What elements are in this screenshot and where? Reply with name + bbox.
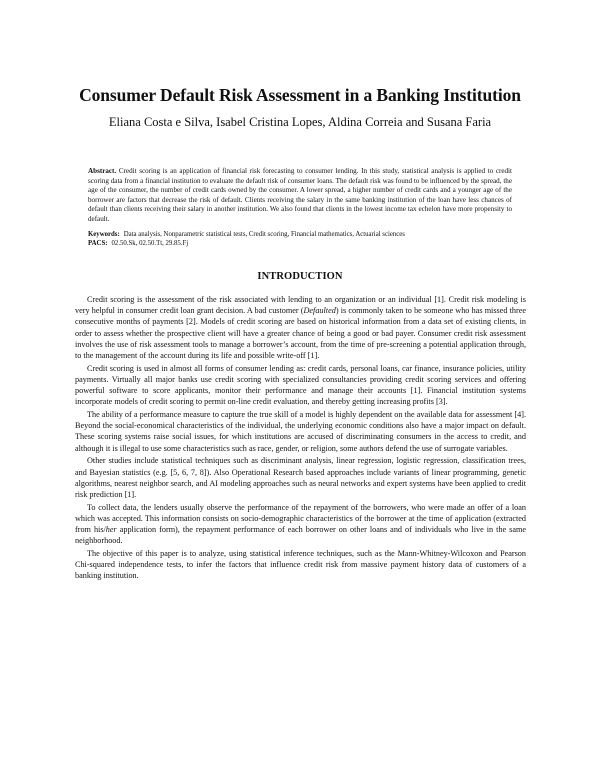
abstract-label: Abstract. [88,167,117,175]
pacs-text: 02.50.Sk, 02.50.Tt, 29.85.Fj [111,240,189,247]
pacs-line [88,239,512,248]
keywords-label: Keywords: [88,231,120,238]
introduction-body [75,294,526,583]
section-heading-introduction: INTRODUCTION [257,271,343,282]
author-list: Eliana Costa e Silva, Isabel Cristina Lopes, Aldina Correia and Susana Faria [108,115,492,129]
abstract-text: Credit scoring is an application of financial risk forecasting to consumer lending. In this study, statistical analysis is applied to credit scoring data from a financial institution to evaluate the default risk of consumer loans. The default risk was found to be influenced by the spread, the age of the consumer, the number of credit cards owned by the consumer. A lower spread, a higher number of credit cards and a younger age of the borrower are factors that decrease the risk of default. Clients receiving the salary in the same banking institution of the loan have less chances of default than clients receiving their salary in another institution. We also found that clients in the lowest income tax echelon have more propensity to default. [88,167,512,223]
paragraph-1: Credit scoring is the assessment of the risk associated with lending to an organization or an individual [1]. Credit risk modeling is very helpful in consumer credit loan grant decision. A bad customer (Defaulted) is commonly taken to be someone who has missed three consecutive months of payments [2]. Models of credit scoring are based on historical information from a data set of existing clients, in order to assess whether the prospective client will have a greater chance of being a good or bad payer. Consumer credit risk assessment involves the use of risk assessment tools to manage a borrower’s account, from the time of pre-screening a potential application through, to the management of the account during its life and possible write-off [1]. [75,295,526,361]
her-term: her [105,525,117,535]
paper-title: Consumer Default Risk Assessment in a Banking Institution [79,85,521,105]
paragraph-2: Credit scoring is used in almost all forms of consumer lending as: credit cards, personal loans, car finance, insurance policies, utility payments. Virtually all major banks use credit scoring with specialized consultancies providing credit scoring services and offering powerful software to score applicants, monitor their performance and manage their accounts [1]. Financial institution systems incorporate models of credit scoring to permit on-line credit evaluation, and thereby getting increasing profits [3]. [75,363,526,407]
keywords-line [88,230,512,239]
paragraph-3: The ability of a performance measure to capture the true skill of a model is highly dependent on the available data for assessment [4]. Beyond the social-economical characteristics of the individual, the underlying economic conditions also have a major impact on default. These scoring systems raise social issues, for which institutions are accused of discriminating consumers in the access to credit, and although it is illegal to use some characteristics such as race, gender, or religion, some authors defend the use of surrogate variables. [75,410,526,453]
paragraph-6: The objective of this paper is to analyze, using statistical inference techniques, such as the Mann-Whitney-Wilcoxon and Pearson Chi-squared independence tests, to infer the factors that influence credit risk from massive payment history data of customers of a banking institution. [75,548,526,581]
paragraph-4: Other studies include statistical techniques such as discriminant analysis, linear regression, logistic regression, classification trees, and Bayesian statistics (e.g. [5, 6, 7, 8]). Also Operational Research based approaches include variants of linear programming, genetic algorithms, nearest neighbor search, and AI modeling approaches such as neural networks and expert systems have been applied to credit risk prediction [1]. [75,456,526,499]
paragraph-5: To collect data, the lenders usually observe the performance of the repayment of the borrowers, who were made an offer of a loan which was accepted. This information consists on socio-demographic characteristics of the borrower at the time of application (extracted from his/her application form), the repayment performance of each borrower on other loans and of individuals who live in the same neighborhood. [75,502,526,546]
defaulted-term: Defaulted [303,306,336,316]
keywords-text: Data analysis, Nonparametric statistical tests, Credit scoring, Financial mathematics, Actuarial sciences [123,231,405,238]
pacs-label: PACS: [88,240,108,247]
abstract [88,167,512,225]
